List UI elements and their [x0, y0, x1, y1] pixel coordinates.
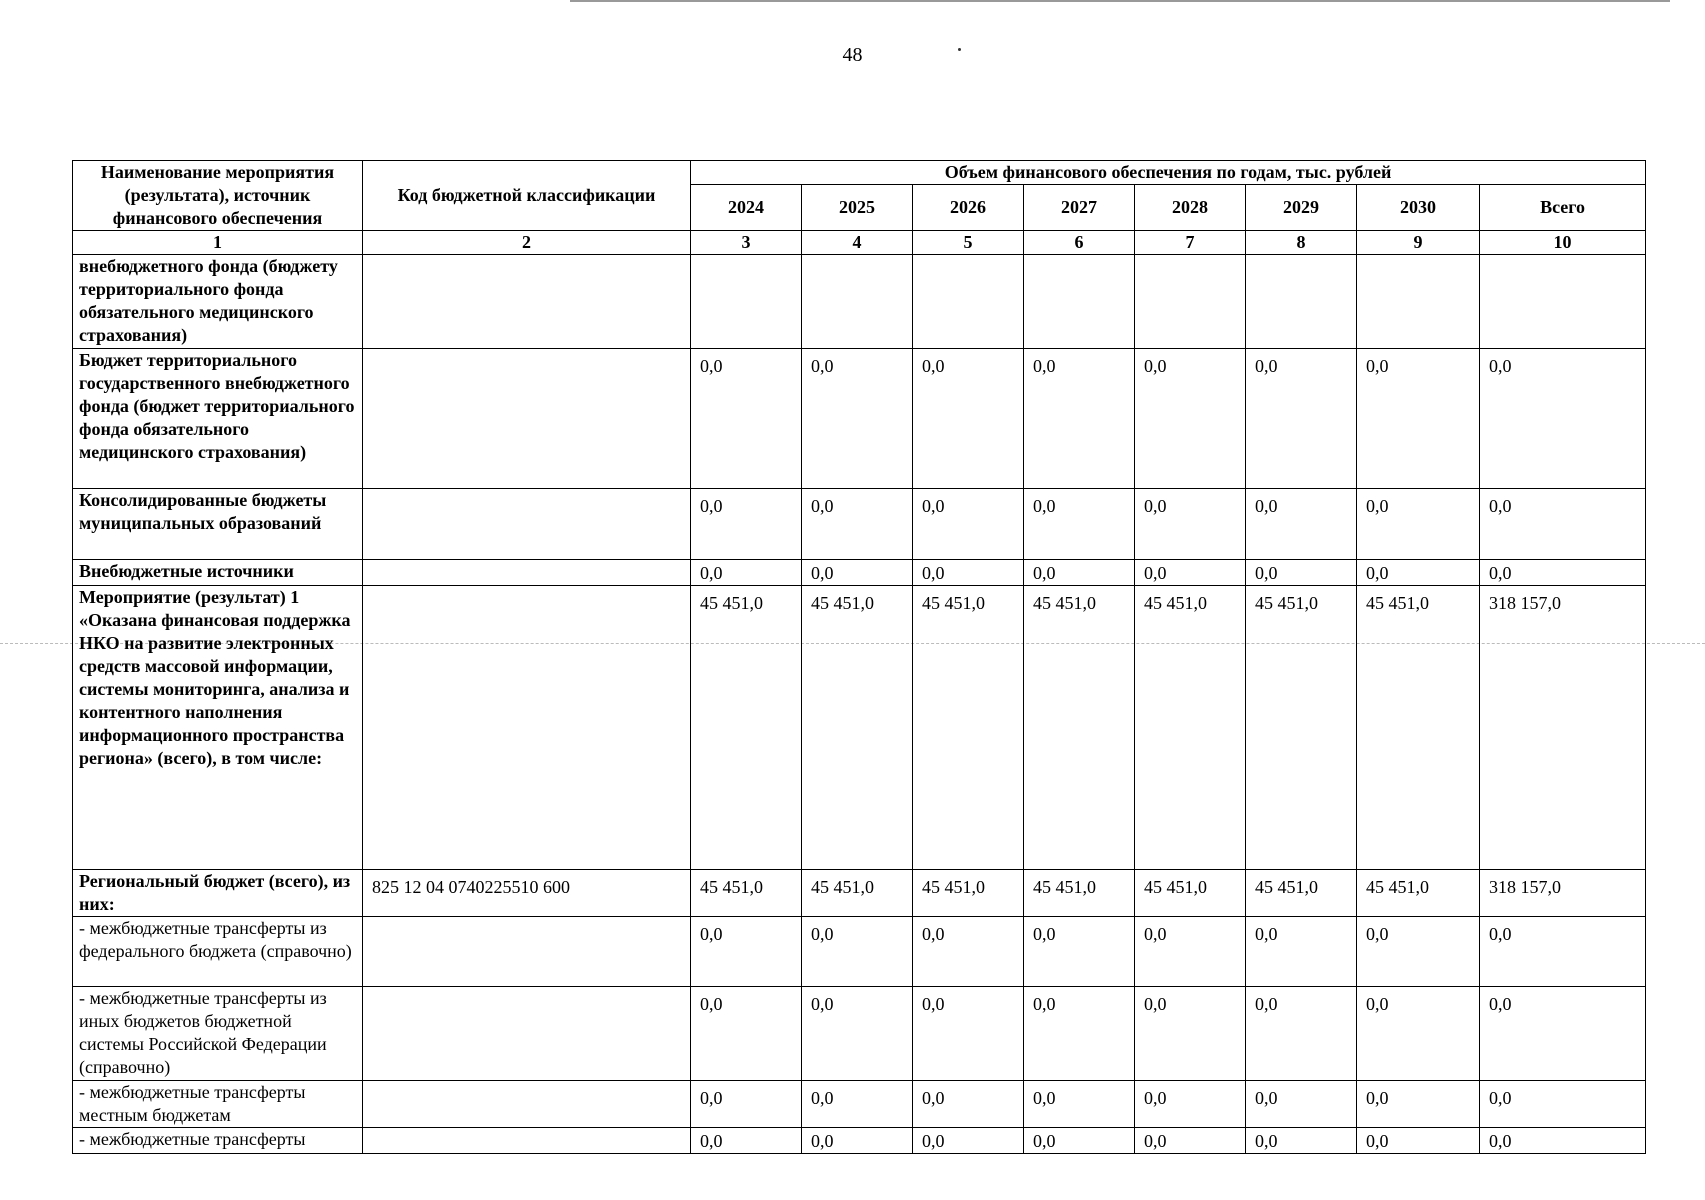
row-name: - межбюджетные трансферты местным бюджетам [73, 1081, 363, 1128]
header-volume: Объем финансового обеспечения по годам, тыс. рублей [691, 161, 1646, 185]
row-value: 0,0 [1135, 1081, 1246, 1128]
header-total: Всего [1480, 185, 1646, 231]
row-value: 45 451,0 [1135, 586, 1246, 870]
row-value: 0,0 [1135, 917, 1246, 987]
row-value: 0,0 [1480, 560, 1646, 586]
row-value: 0,0 [802, 987, 913, 1081]
row-value: 0,0 [691, 917, 802, 987]
row-code [363, 1081, 691, 1128]
row-value: 45 451,0 [691, 870, 802, 917]
row-value: 0,0 [1246, 489, 1357, 560]
row-value: 45 451,0 [913, 870, 1024, 917]
column-number: 6 [1024, 231, 1135, 255]
row-value: 318 157,0 [1480, 586, 1646, 870]
row-value: 0,0 [802, 1128, 913, 1154]
row-value [802, 255, 913, 349]
column-number: 4 [802, 231, 913, 255]
column-number: 3 [691, 231, 802, 255]
row-value: 45 451,0 [802, 586, 913, 870]
row-value: 45 451,0 [1246, 586, 1357, 870]
header-year: 2024 [691, 185, 802, 231]
row-value: 0,0 [1135, 1128, 1246, 1154]
row-value: 0,0 [913, 489, 1024, 560]
row-value: 45 451,0 [802, 870, 913, 917]
row-value [1357, 255, 1480, 349]
column-number: 2 [363, 231, 691, 255]
row-name: - межбюджетные трансферты [73, 1128, 363, 1154]
row-value: 0,0 [1357, 1128, 1480, 1154]
header-year: 2029 [1246, 185, 1357, 231]
row-value: 0,0 [913, 1128, 1024, 1154]
financing-table [72, 160, 1646, 1154]
row-value: 0,0 [691, 987, 802, 1081]
header-name: Наименование мероприятия (результата), источник финансового обеспечения [73, 161, 363, 231]
row-name: Консолидированные бюджеты муниципальных образований [73, 489, 363, 560]
row-value: 0,0 [802, 560, 913, 586]
row-value [1024, 255, 1135, 349]
row-value: 0,0 [913, 349, 1024, 489]
row-value: 0,0 [1246, 1081, 1357, 1128]
row-name: Внебюджетные источники [73, 560, 363, 586]
row-value: 0,0 [691, 1081, 802, 1128]
table-row [73, 349, 1646, 489]
row-value: 45 451,0 [1246, 870, 1357, 917]
row-value: 0,0 [1357, 1081, 1480, 1128]
row-value: 0,0 [1024, 489, 1135, 560]
row-value: 0,0 [691, 489, 802, 560]
row-value: 45 451,0 [1357, 870, 1480, 917]
row-name: Мероприятие (результат) 1 «Оказана финансовая поддержка НКО на развитие электронных средств массовой информации, системы мониторинга, анализа и контентного наполнения информационного пространства региона» (всего), в том числе: [73, 586, 363, 870]
row-value: 0,0 [1357, 560, 1480, 586]
row-value: 0,0 [1135, 560, 1246, 586]
row-value: 0,0 [1135, 489, 1246, 560]
row-value: 0,0 [802, 349, 913, 489]
table-row [73, 255, 1646, 349]
table-row [73, 987, 1646, 1081]
table-row [73, 489, 1646, 560]
row-value: 0,0 [1246, 560, 1357, 586]
table-row [73, 560, 1646, 586]
table-row [73, 870, 1646, 917]
row-value: 45 451,0 [1024, 870, 1135, 917]
row-name: Бюджет территориального государственного внебюджетного фонда (бюджет территориального фонда обязательного медицинского страхования) [73, 349, 363, 489]
row-value: 0,0 [1480, 1081, 1646, 1128]
row-value: 0,0 [1357, 917, 1480, 987]
header-year: 2027 [1024, 185, 1135, 231]
table-row [73, 917, 1646, 987]
column-number: 5 [913, 231, 1024, 255]
row-value: 0,0 [913, 1081, 1024, 1128]
row-value: 318 157,0 [1480, 870, 1646, 917]
row-value: 0,0 [1480, 489, 1646, 560]
column-number: 1 [73, 231, 363, 255]
row-value: 0,0 [1024, 349, 1135, 489]
table-row [73, 1081, 1646, 1128]
row-name: - межбюджетные трансферты из федерального бюджета (справочно) [73, 917, 363, 987]
row-code [363, 255, 691, 349]
row-value: 0,0 [1024, 1081, 1135, 1128]
row-value [691, 255, 802, 349]
row-code [363, 987, 691, 1081]
header-year: 2025 [802, 185, 913, 231]
row-value [913, 255, 1024, 349]
row-name: Региональный бюджет (всего), из них: [73, 870, 363, 917]
row-value: 0,0 [913, 987, 1024, 1081]
column-number: 9 [1357, 231, 1480, 255]
row-code [363, 586, 691, 870]
table-row [73, 586, 1646, 870]
row-value: 0,0 [1357, 987, 1480, 1081]
row-value: 0,0 [691, 1128, 802, 1154]
row-name: - межбюджетные трансферты из иных бюджетов бюджетной системы Российской Федерации (справочно) [73, 987, 363, 1081]
row-value: 0,0 [691, 349, 802, 489]
row-code [363, 1128, 691, 1154]
row-value: 0,0 [802, 489, 913, 560]
row-code [363, 917, 691, 987]
row-value: 0,0 [1480, 349, 1646, 489]
row-value: 0,0 [691, 560, 802, 586]
row-value: 0,0 [1246, 987, 1357, 1081]
row-value: 0,0 [1480, 917, 1646, 987]
row-value: 0,0 [1024, 560, 1135, 586]
row-value [1480, 255, 1646, 349]
row-code [363, 560, 691, 586]
column-number: 7 [1135, 231, 1246, 255]
row-value: 45 451,0 [691, 586, 802, 870]
row-value: 0,0 [1357, 489, 1480, 560]
scan-edge-line [570, 0, 1670, 2]
row-value: 0,0 [1246, 349, 1357, 489]
row-value [1246, 255, 1357, 349]
row-value: 0,0 [802, 917, 913, 987]
header-year: 2030 [1357, 185, 1480, 231]
row-value: 0,0 [1135, 349, 1246, 489]
row-value: 45 451,0 [1135, 870, 1246, 917]
row-value: 0,0 [913, 560, 1024, 586]
row-value: 0,0 [913, 917, 1024, 987]
row-value: 0,0 [1024, 987, 1135, 1081]
table-row [73, 1128, 1646, 1154]
row-value: 0,0 [802, 1081, 913, 1128]
header-year: 2028 [1135, 185, 1246, 231]
row-name: внебюджетного фонда (бюджету территориального фонда обязательного медицинского страхования) [73, 255, 363, 349]
row-value: 45 451,0 [913, 586, 1024, 870]
row-value: 45 451,0 [1357, 586, 1480, 870]
row-code [363, 489, 691, 560]
header-code: Код бюджетной классификации [363, 161, 691, 231]
row-value: 0,0 [1357, 349, 1480, 489]
row-value: 0,0 [1024, 917, 1135, 987]
column-number: 8 [1246, 231, 1357, 255]
row-value: 0,0 [1246, 917, 1357, 987]
row-code [363, 349, 691, 489]
page-number: 48 [842, 44, 863, 66]
column-number: 10 [1480, 231, 1646, 255]
row-value: 0,0 [1246, 1128, 1357, 1154]
row-value: 0,0 [1024, 1128, 1135, 1154]
row-value: 0,0 [1480, 987, 1646, 1081]
row-code: 825 12 04 0740225510 600 [363, 870, 691, 917]
row-value: 45 451,0 [1024, 586, 1135, 870]
row-value: 0,0 [1480, 1128, 1646, 1154]
row-value: 0,0 [1135, 987, 1246, 1081]
header-year: 2026 [913, 185, 1024, 231]
row-value [1135, 255, 1246, 349]
